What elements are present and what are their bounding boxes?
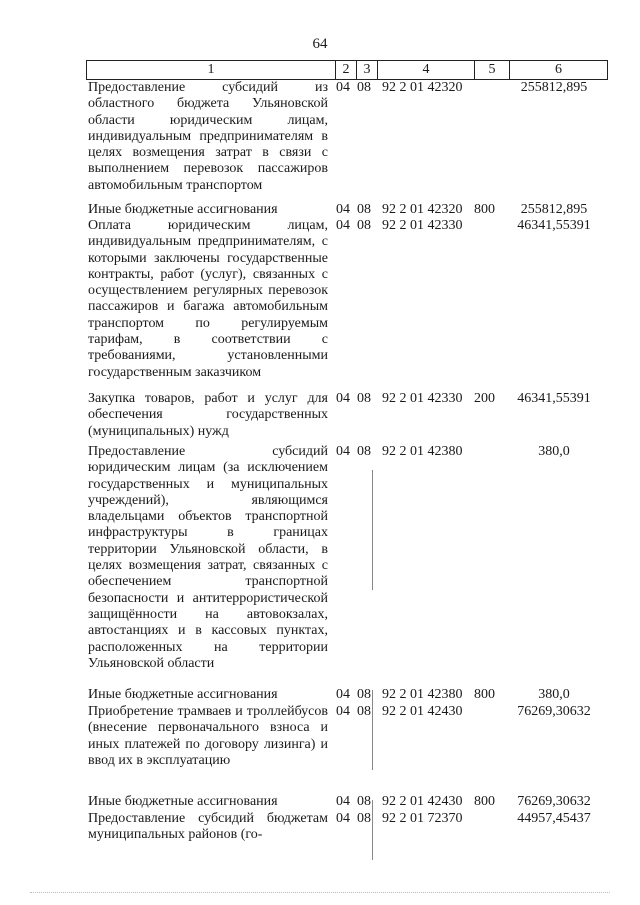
row-description: Предоставление субсидий из областного бюджета Ульяновской области юридическим лицам, индивидуальным предпринимателям в целях возмещения затрат в связи с выполнением перевозок пассажиров автомобильным транспортом <box>88 80 328 193</box>
row-section: 04 <box>336 444 350 459</box>
row-subsection: 08 <box>357 687 371 702</box>
header-col-5: 5 <box>475 61 510 79</box>
header-col-2: 2 <box>336 61 357 79</box>
row-section: 04 <box>336 202 350 217</box>
row-description: Иные бюджетные ассигнования <box>88 687 278 702</box>
row-target-code: 92 2 01 42330 <box>382 218 463 233</box>
row-description: Иные бюджетные ассигнования <box>88 202 278 217</box>
row-amount: 255812,895 <box>520 202 588 217</box>
page-number: 64 <box>312 36 328 52</box>
row-amount: 380,0 <box>538 444 570 459</box>
scan-mark <box>372 690 373 770</box>
row-subsection: 08 <box>357 80 371 95</box>
row-subsection: 08 <box>357 794 371 809</box>
row-target-code: 92 2 01 42320 <box>382 80 463 95</box>
row-target-code: 92 2 01 42380 <box>382 444 463 459</box>
row-target-code: 92 2 01 42320 <box>382 202 463 217</box>
row-section: 04 <box>336 794 350 809</box>
row-section: 04 <box>336 704 350 719</box>
row-description: Иные бюджетные ассигнования <box>88 794 278 809</box>
row-section: 04 <box>336 687 350 702</box>
row-subsection: 08 <box>357 391 371 406</box>
row-amount: 380,0 <box>538 687 570 702</box>
row-subsection: 08 <box>357 218 371 233</box>
row-target-code: 92 2 01 42330 <box>382 391 463 406</box>
row-subsection: 08 <box>357 704 371 719</box>
row-target-code: 92 2 01 42430 <box>382 704 463 719</box>
row-subsection: 08 <box>357 202 371 217</box>
row-amount: 46341,55391 <box>517 218 591 233</box>
row-expense-type: 200 <box>474 391 495 406</box>
row-amount: 44957,45437 <box>517 811 591 826</box>
row-target-code: 92 2 01 42380 <box>382 687 463 702</box>
scan-mark <box>372 800 373 860</box>
scan-mark <box>372 470 373 590</box>
row-description: Оплата юридическим лицам, индивидуальным предпринимателям, с которыми заключены государственные контракты, работ (услуг), связанных с осуществлением регулярных перевозок пассажиров и багажа автомобильным транспортом по регулируемым тарифам, в соответствии с требованиями, установленными государственным заказчиком <box>88 218 328 380</box>
row-subsection: 08 <box>357 444 371 459</box>
page-bottom-edge <box>30 892 610 897</box>
row-section: 04 <box>336 391 350 406</box>
row-subsection: 08 <box>357 811 371 826</box>
row-expense-type: 800 <box>474 202 495 217</box>
row-amount: 46341,55391 <box>517 391 591 406</box>
row-description: Приобретение трамваев и троллейбусов (внесение первоначального взноса и иных платежей по договору лизинга) и ввод их в эксплуатацию <box>88 704 328 768</box>
row-description: Закупка товаров, работ и услуг для обеспечения государственных (муниципальных) нужд <box>88 391 328 439</box>
row-target-code: 92 2 01 72370 <box>382 811 463 826</box>
header-col-3: 3 <box>357 61 378 79</box>
row-section: 04 <box>336 218 350 233</box>
header-col-4: 4 <box>378 61 475 79</box>
row-section: 04 <box>336 80 350 95</box>
row-section: 04 <box>336 811 350 826</box>
row-amount: 76269,30632 <box>517 704 591 719</box>
row-amount: 255812,895 <box>520 80 588 95</box>
row-target-code: 92 2 01 42430 <box>382 794 463 809</box>
row-description: Предоставление субсидий бюджетам муниципальных районов (го- <box>88 811 328 843</box>
row-amount: 76269,30632 <box>517 794 591 809</box>
table-header <box>86 60 608 80</box>
header-col-1: 1 <box>87 61 336 79</box>
row-description: Предоставление субсидий юридическим лицам (за исключением государственных и муниципальных учреждений), являющимся владельцами объектов транспортной инфраструктуры в границах территории Ульяновской области, в целях возмещения затрат, связанных с обеспечением транспортной безопасности и антитеррористической защищённости на автовокзалах, автостанциях и в кассовых пунктах, расположенных на территории Ульяновской области <box>88 444 328 671</box>
row-expense-type: 800 <box>474 794 495 809</box>
header-col-6: 6 <box>555 62 562 77</box>
row-expense-type: 800 <box>474 687 495 702</box>
